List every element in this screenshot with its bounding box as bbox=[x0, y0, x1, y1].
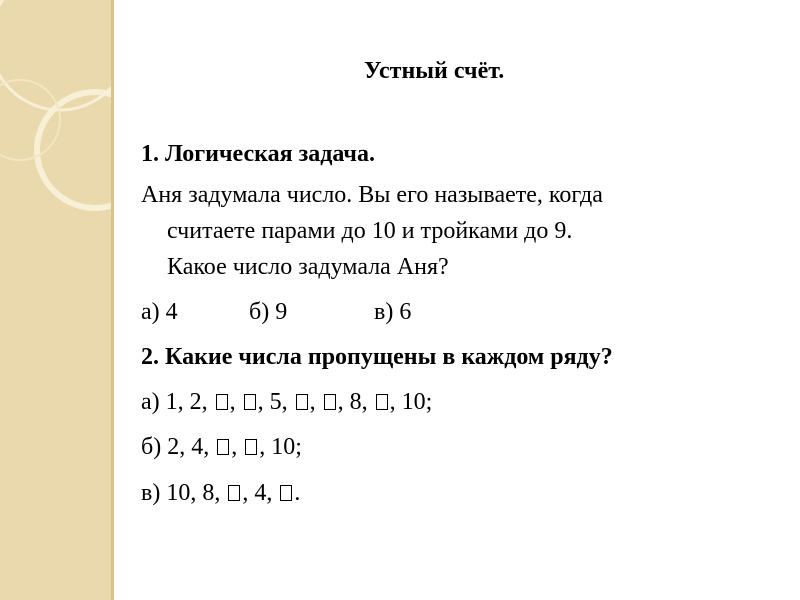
option-a: а) 4 bbox=[141, 299, 178, 325]
blank-box bbox=[280, 485, 292, 501]
task2-row-b bbox=[141, 432, 302, 462]
row-b-sep1: , bbox=[231, 434, 238, 460]
row-a-mid2: , 8, bbox=[337, 389, 368, 415]
decorative-sidebar bbox=[0, 0, 111, 600]
blank-box bbox=[228, 485, 240, 501]
row-a-sep1: , bbox=[229, 389, 236, 415]
task1-heading: 1. Логическая задача. bbox=[141, 141, 375, 167]
option-b: б) 9 bbox=[249, 299, 288, 325]
row-b-end: , 10; bbox=[259, 434, 302, 460]
blank-box bbox=[376, 394, 388, 410]
blank-box bbox=[245, 439, 257, 455]
row-a-prefix: а) 1, 2, bbox=[141, 389, 208, 415]
task1-text-line-3: Какое число задумала Аня? bbox=[167, 254, 449, 280]
row-c-end: . bbox=[294, 480, 301, 506]
row-c-prefix: в) 10, 8, bbox=[141, 480, 221, 506]
blank-box bbox=[217, 439, 229, 455]
blank-box bbox=[244, 394, 256, 410]
task2-heading: 2. Какие числа пропущены в каждом ряду? bbox=[141, 344, 613, 370]
row-b-prefix: б) 2, 4, bbox=[141, 434, 210, 460]
task2-row-a bbox=[141, 387, 432, 417]
slide-title: Устный счёт. bbox=[364, 58, 505, 84]
row-a-end: , 10; bbox=[389, 389, 433, 415]
task2-row-c bbox=[141, 478, 300, 508]
task1-text-line-1: Аня задумала число. Вы его называете, когда bbox=[141, 182, 603, 208]
decorative-circles bbox=[0, 0, 111, 600]
blank-box bbox=[296, 394, 308, 410]
option-c: в) 6 bbox=[374, 299, 412, 325]
sidebar-divider bbox=[111, 0, 114, 600]
row-a-sep2: , bbox=[309, 389, 316, 415]
row-a-mid1: , 5, bbox=[257, 389, 288, 415]
task1-options bbox=[141, 297, 411, 327]
blank-box bbox=[324, 394, 336, 410]
blank-box bbox=[216, 394, 228, 410]
row-c-mid1: , 4, bbox=[242, 480, 273, 506]
task1-text-line-2: считаете парами до 10 и тройками до 9. bbox=[167, 218, 573, 244]
